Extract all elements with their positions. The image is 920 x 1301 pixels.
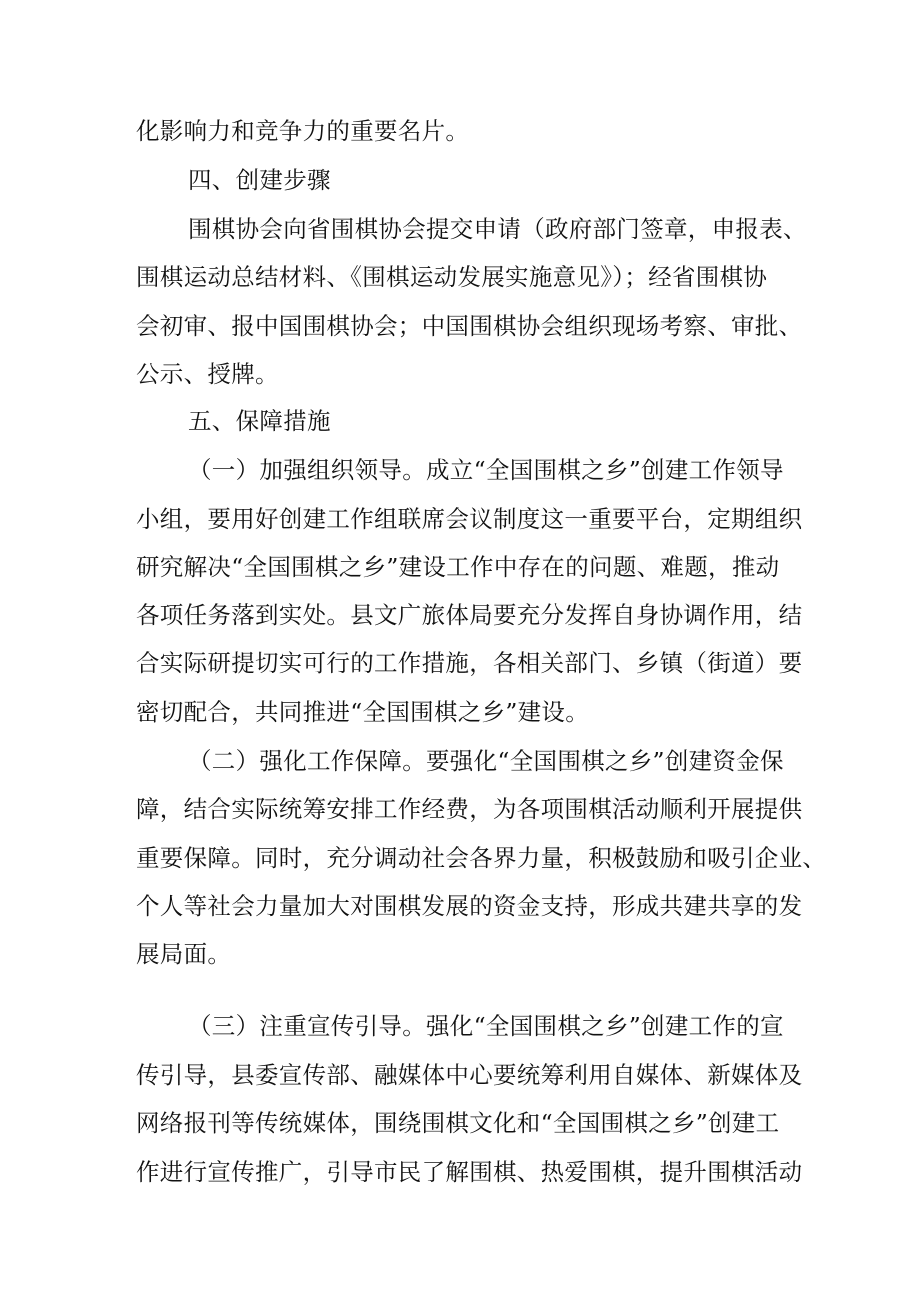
body-line: 障，结合实际统筹安排工作经费，为各项围棋活动顺利开展提供 xyxy=(136,795,803,823)
body-line: （三）注重宣传引导。强化“全国围棋之乡”创建工作的宣 xyxy=(188,1012,784,1040)
body-line: 个人等社会力量加大对围棋发展的资金支持，形成共建共享的发 xyxy=(136,892,803,920)
body-line: 围棋运动总结材料、《围棋运动发展实施意见》）；经省围棋协 xyxy=(136,263,768,291)
body-line: 密切配合，共同推进“全国围棋之乡”建设。 xyxy=(136,698,590,726)
body-line: 化影响力和竞争力的重要名片。 xyxy=(136,117,470,145)
body-line: 展局面。 xyxy=(136,940,232,968)
body-line: 公示、授牌。 xyxy=(136,360,279,388)
body-line: 作进行宣传推广，引导市民了解围棋、热爱围棋，提升围棋活动 xyxy=(136,1158,803,1186)
body-line: 传引导，县委宣传部、融媒体中心要统筹利用自媒体、新媒体及 xyxy=(136,1061,803,1089)
body-line: 会初审、报中国围棋协会；中国围棋协会组织现场考察、审批、 xyxy=(136,312,803,340)
body-line: 各项任务落到实处。县文广旅体局要充分发挥自身协调作用，结 xyxy=(136,601,803,629)
body-line: 小组，要用好创建工作组联席会议制度这一重要平台，定期组织 xyxy=(136,505,803,533)
body-line: （一）加强组织领导。成立“全国围棋之乡”创建工作领导 xyxy=(188,456,784,484)
body-line: 围棋协会向省围棋协会提交申请（政府部门签章，申报表、 xyxy=(188,215,807,243)
section-heading-5: 五、保障措施 xyxy=(188,407,331,435)
body-line: 重要保障。同时，充分调动社会各界力量，积极鼓励和吸引企业、 xyxy=(136,844,827,872)
body-line: 网络报刊等传统媒体，围绕围棋文化和“全国围棋之乡”创建工 xyxy=(136,1109,780,1137)
body-line: 研究解决“全国围棋之乡”建设工作中存在的问题、难题，推动 xyxy=(136,553,780,581)
section-heading-4: 四、创建步骤 xyxy=(188,166,331,194)
body-line: 合实际研提切实可行的工作措施，各相关部门、乡镇（街道）要 xyxy=(136,649,803,677)
body-line: （二）强化工作保障。要强化“全国围棋之乡”创建资金保 xyxy=(188,747,784,775)
